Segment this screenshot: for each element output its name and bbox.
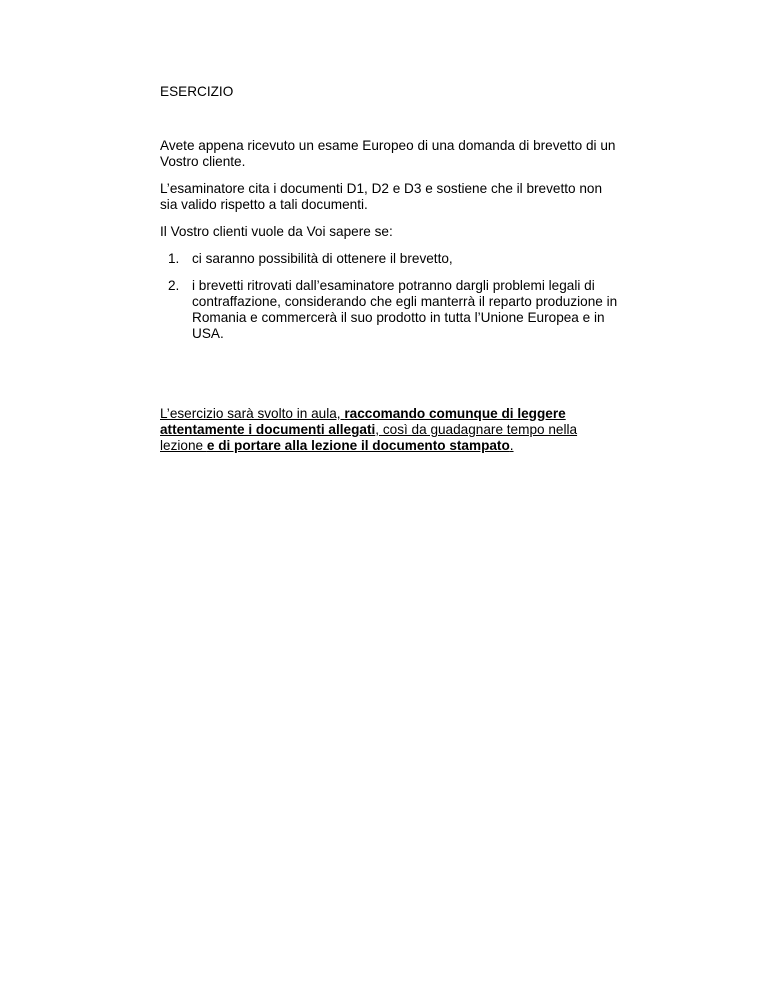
note-text-3: . (509, 438, 514, 453)
note-bold-2: e di portare alla lezione il documento stampato (206, 438, 510, 453)
note-text-1: L’esercizio sarà svolto in aula, (160, 406, 345, 421)
paragraph-client-question: Il Vostro clienti vuole da Voi sapere se: (160, 224, 393, 239)
list-item-text: ci saranno possibilità di ottenere il brevetto, (192, 251, 453, 266)
document-body (160, 84, 620, 454)
list-item-number: 2. (168, 278, 180, 293)
note-text-2: , così da guadagnare tempo nella lezione (160, 422, 578, 453)
paragraph-examiner: L’esaminatore cita i documenti D1, D2 e D3 e sostiene che il brevetto non sia valido rispetto a tali documenti. (160, 181, 603, 212)
list-item-text: i brevetti ritrovati dall’esaminatore potranno dargli problemi legali di contraffazione, considerando che egli manterrà il reparto produzione in Romania e commercerà il suo prodotto in tutta l’Unione Europea e in USA. (192, 278, 618, 341)
list-item-number: 1. (168, 251, 180, 266)
question-list (160, 251, 620, 342)
list-item (160, 278, 620, 342)
list-item (160, 251, 620, 267)
document-title: ESERCIZIO (160, 84, 234, 99)
note-bold-1: raccomando comunque di leggere attentamente i documenti allegati (160, 406, 566, 437)
paragraph-intro: Avete appena ricevuto un esame Europeo di una domanda di brevetto di un Vostro cliente. (160, 138, 616, 169)
closing-note (160, 406, 620, 454)
